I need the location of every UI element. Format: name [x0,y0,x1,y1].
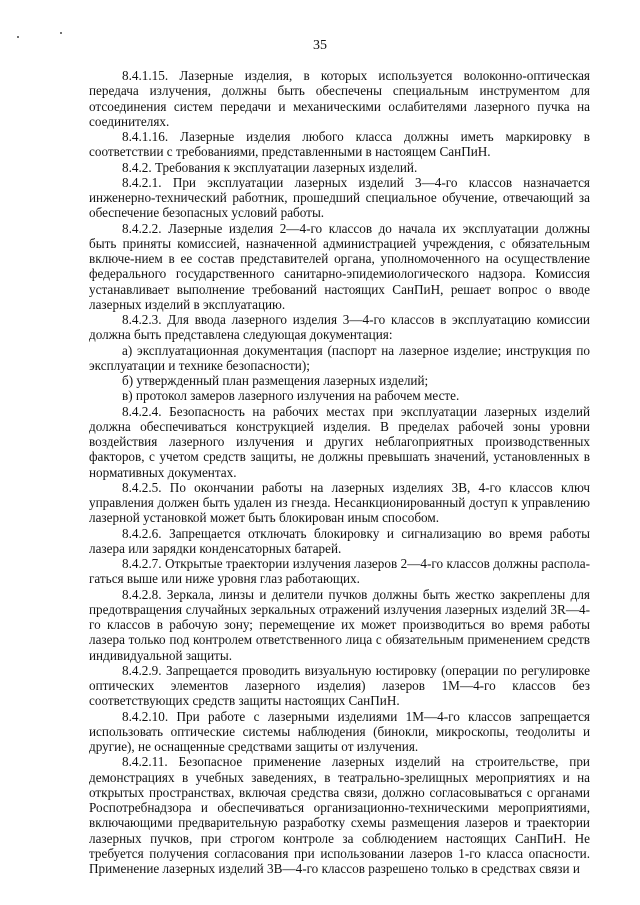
list-item-b: б) утвержденный план размещения лазерных изделий; [122,373,429,388]
paragraph-8-4-2-1: 8.4.2.1. При эксплуатации лазерных изделий 3—4-го классов назначается инженерно-технический работник, прошедший специальное обучение, отвечающий за обеспечение безопасных условий работы. [89,174,590,221]
paragraph-8-4-2-9: 8.4.2.9. Запрещается проводить визуальную юстировку (операции по регулировке оптических элементов лазерного изделия) лазеров 1М—4-го классов без соответствующих средств защиты настоящих СанПиН. [89,662,590,709]
list-item-a: а) эксплуатационная документация (паспорт на лазерное изделие; инструкция по эксплуатации и технике безопасности); [89,342,590,373]
paragraph-8-4-2-2: 8.4.2.2. Лазерные изделия 2—4-го классов до начала их эксплуатации должны быть приняты комиссией, назначенной администрацией учреждения, с обязательным включе-нием в ее состав представителей органа, уполномоченного на осуществление федерального государственного санитарно-эпидемиологического надзора. Комиссия устанавливает выполнение требований настоящих СанПиН, решает вопрос о вводе лазерных изделий в эксплуатацию. [89,220,590,312]
page-number: 35 [313,38,327,53]
paragraph-8-4-1-15: 8.4.1.15. Лазерные изделия, в которых используется волоконно-оптическая передача излучения, должны быть обеспечены специальным инструментом для отсоединения систем передачи и механическими ослабителями лазерного пучка на соединителях. [89,68,590,129]
document-body [89,68,590,876]
paragraph-8-4-2-6: 8.4.2.6. Запрещается отключать блокировку и сигнализацию во время работы лазера или зарядки конденсаторных батарей. [89,525,590,556]
paragraph-8-4-2-5: 8.4.2.5. По окончании работы на лазерных изделиях 3В, 4-го классов ключ управления должен быть удален из гнезда. Несанкционированный доступ к управлению лазерной установкой может быть блокирован иным способом. [89,479,590,526]
paragraph-8-4-2-11: 8.4.2.11. Безопасное применение лазерных изделий на строительстве, при демонстрациях в учебных заведениях, в театрально-зрелищных мероприятиях и на открытых пространствах, включая средства связи, должно согласовываться с органами Роспотребнадзора и обеспечиваться организационно-техническими мероприятиями, включающими предварительную разработку схемы размещения лазеров и траектории лазерных пучков, при строгом контроле за соблюдением настоящих СанПиН. Не требуется получения согласования при использовании лазеров 1-го класса опасности. Применение лазерных изделий 3В—4-го классов разрешено только в средствах связи и [89,754,590,876]
section-heading-8-4-2: 8.4.2. Требования к эксплуатации лазерных изделий. [122,159,418,175]
paragraph-8-4-1-16: 8.4.1.16. Лазерные изделия любого класса должны иметь маркировку в соответствии с требованиями, представленными в настоящем СанПиН. [89,129,590,160]
scan-speck [60,32,62,34]
paragraph-8-4-2-8: 8.4.2.8. Зеркала, линзы и делители пучков должны быть жестко закреплены для предотвращения случайных зеркальных отражений излучения лазерных изделий 3R—4-го классов в рабочую зону; перемещение их может производиться во время работы лазера только под контролем ответственного лица с обязательным применением средств индивидуальной защиты. [89,586,590,663]
list-item-v: в) протокол замеров лазерного излучения на рабочем месте. [122,388,460,404]
paragraph-8-4-2-3: 8.4.2.3. Для ввода лазерного изделия 3—4-го классов в эксплуатацию комиссии должна быть представлена следующая документация: [89,312,590,343]
paragraph-8-4-2-4: 8.4.2.4. Безопасность на рабочих местах при эксплуатации лазерных изделий должна обеспечиваться конструкцией изделия. В пределах рабочей зоны уровни воздействия лазерного излучения и других неблагоприятных производственных факторов, с учетом средств защиты, не должны превышать значений, установленных в нормативных документах. [89,403,590,480]
paragraph-8-4-2-7: 8.4.2.7. Открытые траектории излучения лазеров 2—4-го классов должны распола-гаться выше или ниже уровня глаз работающих. [89,556,590,587]
paragraph-8-4-2-10: 8.4.2.10. При работе с лазерными изделиями 1М—4-го классов запрещается использовать оптические системы наблюдения (бинокли, микроскопы, теодолиты и другие), не оснащенные средствами защиты от излучения. [89,708,590,754]
